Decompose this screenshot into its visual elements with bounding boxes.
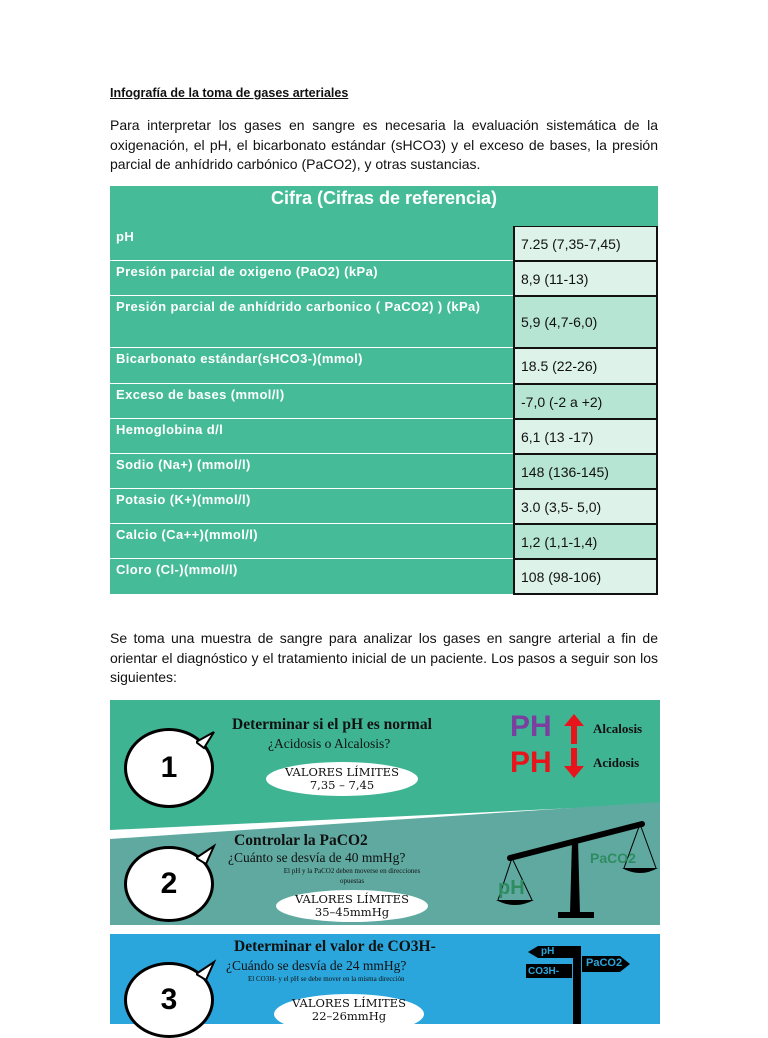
row-label: Presión parcial de oxigeno (PaO2) (kPa) (110, 261, 513, 296)
sign-ph-label: pH (541, 946, 555, 957)
row-value: 1,2 (1,1-1,4) (513, 524, 658, 559)
table-row (110, 261, 658, 296)
step1-limits-label: VALORES LÍMITES (285, 765, 399, 779)
table-header: Cifra (Cifras de referencia) (110, 186, 658, 226)
table-row (110, 419, 658, 454)
step2-limits-label: VALORES LÍMITES (295, 892, 409, 906)
step2-title: Controlar la PaCO2 (234, 832, 368, 849)
signpost-icon (520, 940, 640, 1024)
row-label: Cloro (Cl-)(mmol/l) (110, 559, 513, 595)
table-row (110, 559, 658, 595)
row-label: Hemoglobina d/l (110, 419, 513, 454)
step1-subtitle: ¿Acidosis o Alcalosis? (268, 736, 391, 751)
row-value: 8,9 (11-13) (513, 261, 658, 296)
row-label: Presión parcial de anhídrido carbonico ( PaCO2) ) (kPa) (110, 296, 513, 348)
step3-subtitle: ¿Cuándo se desvía de 24 mmHg? (226, 958, 407, 973)
balance-scale-icon (490, 808, 660, 924)
sign-paco2-label: PaCO2 (586, 957, 623, 969)
row-label: Sodio (Na+) (mmol/l) (110, 454, 513, 489)
step2-note: El pH y la PaCO2 deben moverse en direcciones opuestas (283, 867, 421, 885)
row-value: 5,9 (4,7-6,0) (513, 296, 658, 348)
step1-limits-oval (266, 762, 418, 796)
document-title: Infografía de la toma de gases arteriales (110, 86, 349, 100)
step3-limits-oval (274, 994, 424, 1034)
step1-title: Determinar si el pH es normal (232, 716, 432, 733)
step1-bubble-tail (196, 728, 218, 750)
row-label: Calcio (Ca++)(mmol/l) (110, 524, 513, 559)
step1-number: 1 (160, 751, 178, 784)
row-value: 18.5 (22-26) (513, 348, 658, 384)
table-row (110, 296, 658, 348)
row-value: 7.25 (7,35-7,45) (513, 226, 658, 261)
step2-number: 2 (160, 867, 178, 900)
row-label: pH (110, 226, 513, 261)
alcalosis-label: Alcalosis (593, 721, 643, 736)
table-row (110, 384, 658, 419)
step2-limits-value: 35–45mmHg (314, 905, 390, 919)
step3-note: El CO3H- y el pH se debe mover en la misma dirección (248, 975, 405, 983)
step3-number: 3 (160, 983, 178, 1016)
step3-title: Determinar el valor de CO3H- (234, 938, 436, 955)
table-row (110, 454, 658, 489)
row-label: Bicarbonato estándar(sHCO3-)(mmol) (110, 348, 513, 384)
ph-low-label: PH (510, 746, 552, 779)
step2-bubble-tail (196, 842, 218, 864)
row-value: 6,1 (13 -17) (513, 419, 658, 454)
step1-limits-value: 7,35 – 7,45 (309, 778, 375, 792)
row-value: 148 (136-145) (513, 454, 658, 489)
step2-subtitle: ¿Cuánto se desvía de 40 mmHg? (228, 850, 406, 865)
row-label: Potasio (K+)(mmol/l) (110, 489, 513, 524)
row-value: -7,0 (-2 a +2) (513, 384, 658, 419)
row-value: 3.0 (3,5- 5,0) (513, 489, 658, 524)
scale-ph-label: pH (498, 877, 525, 899)
step3-bubble-tail (196, 958, 218, 980)
acidosis-label: Acidosis (593, 755, 640, 770)
arrow-up-icon (564, 714, 584, 744)
step2-limits-oval (276, 890, 428, 922)
step3-limits-value: 22–26mmHg (311, 1009, 387, 1023)
ph-high-label: PH (510, 710, 552, 743)
table-row (110, 489, 658, 524)
steps-intro-paragraph: Se toma una muestra de sangre para analizar los gases en sangre arterial a fin de orientar el diagnóstico y el tratamiento inicial de un paciente. Los pasos a seguir son los siguientes: (110, 630, 658, 685)
intro-paragraph: Para interpretar los gases en sangre es necesaria la evaluación sistemática de la oxigenación, el pH, el bicarbonato estándar (sHCO3) y el exceso de bases, la presión parcial de anhídrido carbónico (PaCO2), y otras sustancias. (110, 117, 658, 172)
row-label: Exceso de bases (mmol/l) (110, 384, 513, 419)
table-row (110, 348, 658, 384)
row-value: 108 (98-106) (513, 559, 658, 595)
scale-paco2-label: PaCO2 (590, 850, 636, 866)
sign-co3h-label: CO3H- (528, 966, 560, 977)
arrow-down-icon (564, 748, 584, 778)
table-row (110, 524, 658, 559)
reference-table (110, 186, 658, 595)
step3-limits-label: VALORES LÍMITES (292, 996, 406, 1010)
table-row (110, 226, 658, 261)
